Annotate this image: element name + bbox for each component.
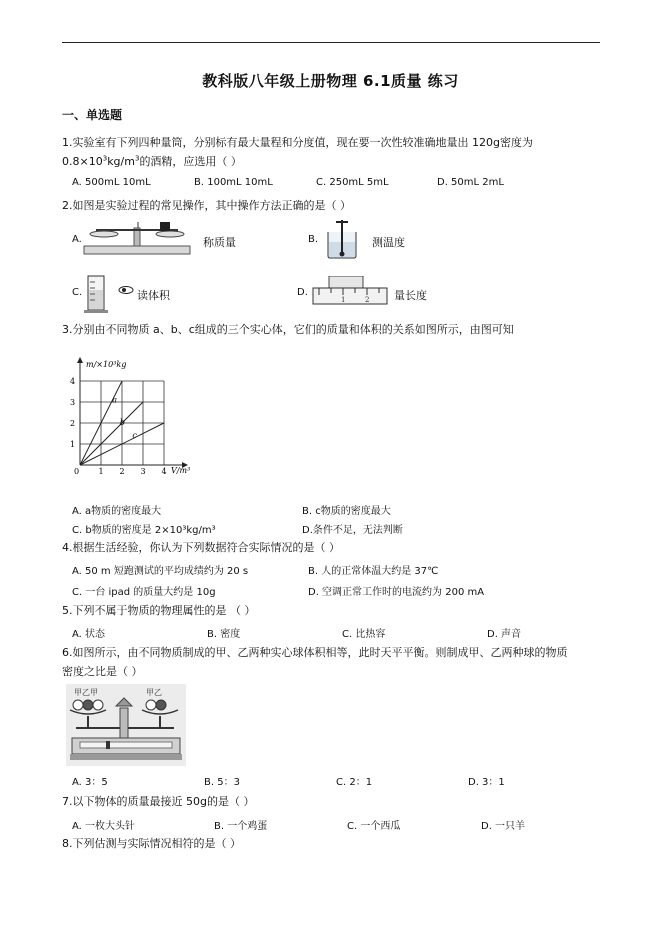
question-5-option-d[interactable]: D. 声音 [487, 629, 522, 640]
question-2-option-a-caption: 称质量 [203, 236, 236, 249]
x-axis-label: V/m³ [171, 466, 191, 475]
x-tick-label: 2 [119, 467, 125, 476]
question-2-text: 2.如图是实验过程的常见操作，其中操作方法正确的是（ ） [62, 199, 351, 212]
question-4-option-c[interactable]: C. 一台 ipad 的质量大约是 10g [72, 587, 216, 598]
question-6-option-d[interactable]: D. 3：1 [468, 777, 505, 788]
y-tick-label: 3 [70, 398, 76, 407]
y-axis-label: m/×10³kg [86, 360, 127, 369]
y-tick-label: 2 [70, 419, 76, 428]
question-7-option-d[interactable]: D. 一只羊 [481, 821, 526, 832]
left-pan-label: 甲乙甲 [74, 688, 98, 697]
ruler-block-icon [311, 276, 389, 306]
question-7-text: 7.以下物体的质量最接近 50g的是（ ） [62, 795, 255, 808]
question-6-option-c[interactable]: C. 2：1 [336, 777, 373, 788]
x-tick-label: 1 [98, 467, 104, 476]
y-axis-arrow [77, 357, 83, 363]
question-2-option-c-letter[interactable]: C. [72, 287, 83, 298]
question-2-option-b-caption: 测温度 [372, 236, 405, 249]
question-2-option-b-letter[interactable]: B. [308, 234, 319, 245]
right-pan-label: 甲乙 [146, 688, 162, 697]
x-tick-label: 3 [140, 467, 146, 476]
section-label: 一、单选题 [62, 108, 123, 122]
question-1-option-c[interactable]: C. 250mL 5mL [316, 177, 389, 188]
question-7-option-c[interactable]: C. 一个西瓜 [347, 821, 401, 832]
x-tick-label: 4 [161, 467, 167, 476]
question-8-text: 8.下列估测与实际情况相符的是（ ） [62, 837, 241, 850]
question-6-option-b[interactable]: B. 5：3 [204, 777, 240, 788]
header-rule [62, 42, 600, 43]
y-tick-label: 4 [70, 377, 76, 386]
mass-volume-chart [60, 355, 200, 480]
question-5-option-a[interactable]: A. 状态 [72, 629, 106, 640]
question-4-option-d[interactable]: D. 空调正常工作时的电流约为 200 mA [308, 587, 485, 598]
question-5-option-b[interactable]: B. 密度 [207, 629, 241, 640]
question-3-option-b[interactable]: B. c物质的密度最大 [302, 506, 391, 517]
question-6-text-line2: 密度之比是（ ） [62, 665, 143, 678]
series-label-b: b [119, 418, 125, 428]
y-tick-label: 1 [70, 440, 76, 449]
question-1-option-a[interactable]: A. 500mL 10mL [72, 177, 151, 188]
question-5-option-c[interactable]: C. 比热容 [342, 629, 386, 640]
page-title: 教科版八年级上册物理 6.1质量 练习 [202, 72, 459, 90]
question-1-text: 1.实验室有下列四种量筒，分别标有最大量程和分度值，现在要一次性较准确地量出 120g密度为 [62, 136, 533, 149]
question-3-text: 3.分别由不同物质 a、b、c组成的三个实心体，它们的质量和体积的关系如图所示，由图可知 [62, 323, 514, 336]
question-1-text-line2: $0.8\times 10^3kg/m^3$的酒精，应选用（ ） [62, 154, 242, 168]
thermometer-beaker-icon [322, 220, 362, 260]
series-label-c: c [132, 430, 137, 440]
question-4-option-b[interactable]: B. 人的正常体温大约是 37℃ [308, 566, 439, 577]
question-2-option-d-caption: 量长度 [394, 289, 427, 302]
question-4-option-a[interactable]: A. 50 m 短跑测试的平均成绩约为 20 s [72, 566, 249, 577]
question-2-option-a-letter[interactable]: A. [72, 234, 82, 245]
svg-text:2: 2 [365, 296, 370, 304]
question-7-option-b[interactable]: B. 一个鸡蛋 [214, 821, 268, 832]
series-label-a: a [112, 395, 118, 405]
question-4-text: 4.根据生活经验，你认为下列数据符合实际情况的是（ ） [62, 541, 340, 554]
balance-spheres-figure [66, 684, 186, 766]
graduated-cylinder-eye-icon [84, 274, 136, 314]
question-5-text: 5.下列不属于物质的物理属性的是 （ ） [62, 604, 256, 617]
balance-scale-icon [82, 222, 194, 256]
question-6-option-a[interactable]: A. 3：5 [72, 777, 108, 788]
question-3-option-d[interactable]: D.条件不足，无法判断 [302, 525, 403, 536]
x-tick-label: 0 [74, 467, 80, 476]
question-2-option-c-caption: 读体积 [137, 289, 170, 302]
question-2-option-d-letter[interactable]: D. [297, 287, 308, 298]
question-1-option-b[interactable]: B. 100mL 10mL [194, 177, 273, 188]
question-1-option-d[interactable]: D. 50mL 2mL [437, 177, 504, 188]
question-7-option-a[interactable]: A. 一枚大头针 [72, 821, 136, 832]
question-3-option-a[interactable]: A. a物质的密度最大 [72, 506, 162, 517]
question-6-text: 6.如图所示，由不同物质制成的甲、乙两种实心球体积相等，此时天平平衡。则制成甲、乙两种球的物质 [62, 646, 568, 659]
svg-text:1: 1 [341, 296, 346, 304]
question-3-option-c[interactable]: C. b物质的密度是 2×10³kg/m³ [72, 525, 216, 536]
